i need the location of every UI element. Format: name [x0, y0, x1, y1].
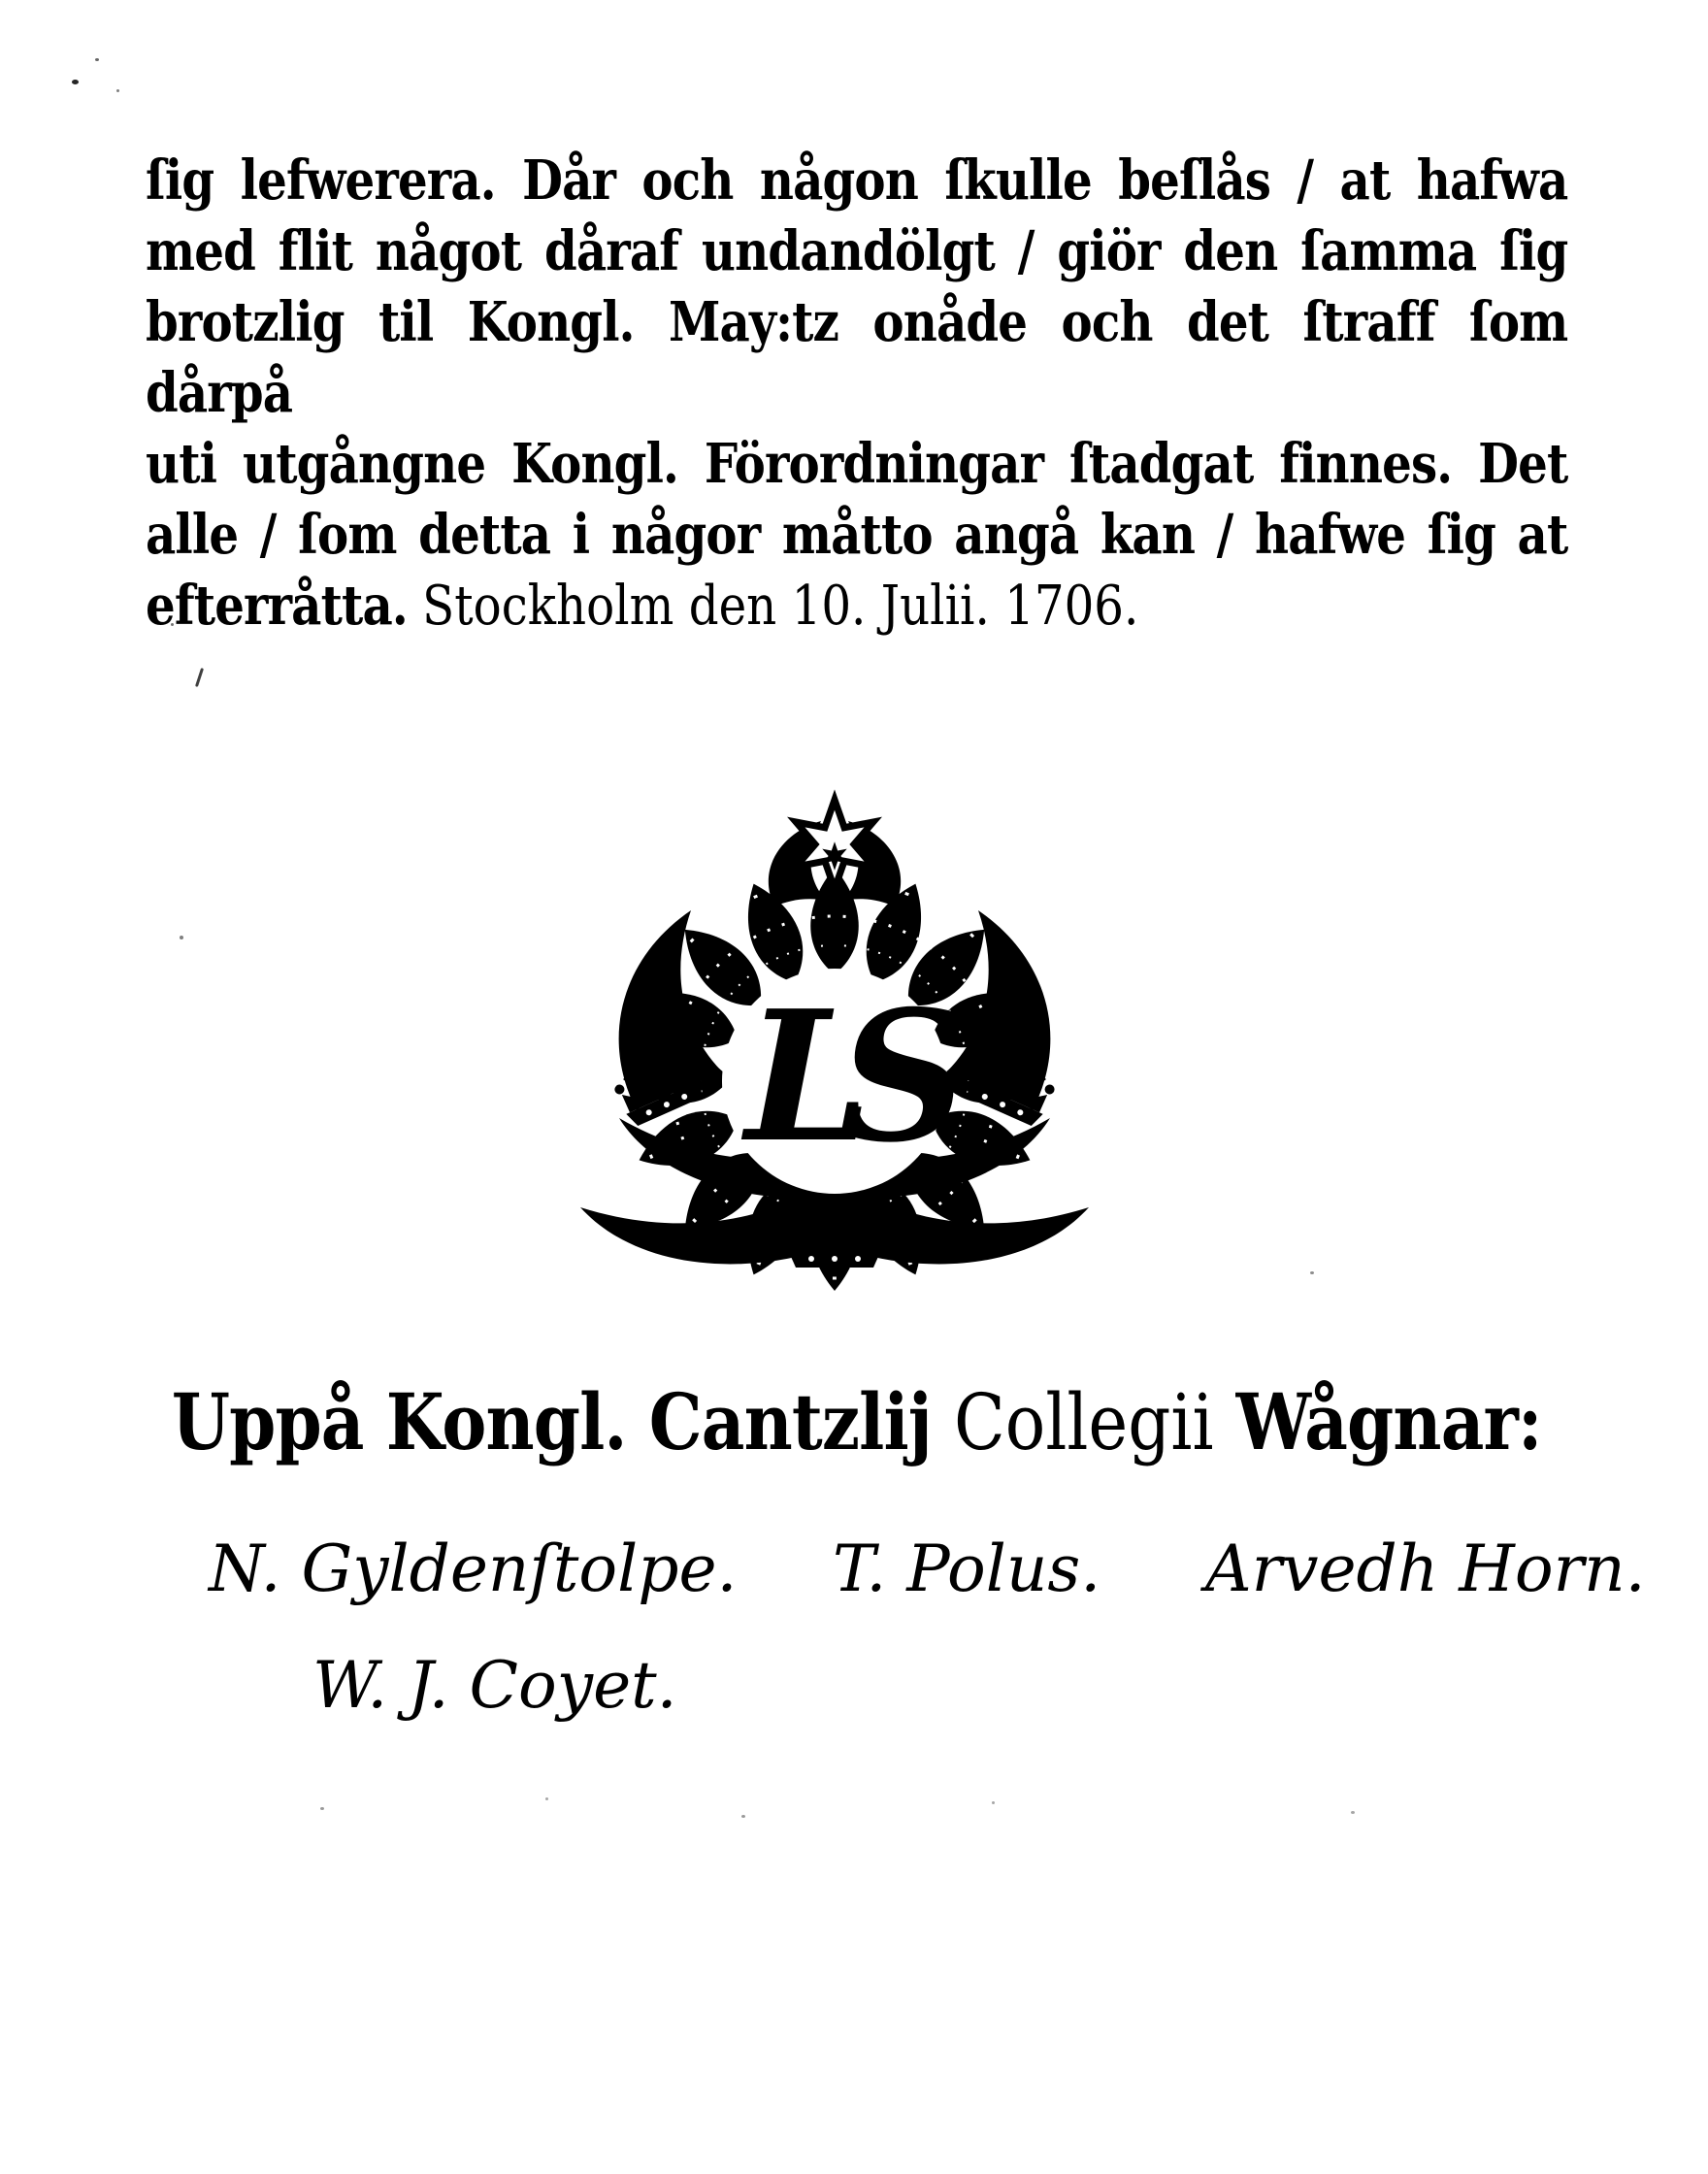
signature-coyet: W. J. Coyet. [312, 1648, 677, 1723]
ink-speck [1351, 1811, 1355, 1814]
ink-speck [320, 1807, 324, 1810]
signature-polus: T. Polus. [833, 1532, 1101, 1606]
ink-speck [72, 80, 79, 84]
printer-ornament-vignette [543, 788, 1126, 1312]
ink-speck [545, 1797, 548, 1800]
ink-speck [116, 89, 119, 92]
ink-speck [95, 58, 99, 61]
signature-gyldenstolpe: N. Gyldenſtolpe. [209, 1532, 738, 1606]
ink-speck [1310, 1271, 1314, 1274]
text-line: alle / ſom detta i någor måtto angå kan / hafwe ſig at [146, 503, 1568, 567]
ink-speck [195, 668, 204, 687]
text-line [146, 571, 1567, 642]
text-line: uti utgångne Kongl. Förordningar ſtadgat finnes. Det [146, 432, 1568, 496]
text-line: med flit något dåraf undandölgt / giör den ſamma ſig [146, 219, 1568, 283]
paragraph-block [146, 146, 1567, 642]
heading-line [146, 1376, 1567, 1467]
text-line: brotzlig til Kongl. May:tz onåde och det ſtraff ſom dårpå [146, 290, 1568, 425]
signature-horn: Arvedh Horn. [1205, 1532, 1646, 1606]
monogram-text: LS [745, 971, 936, 1182]
ink-speck [741, 1815, 745, 1818]
ink-speck [180, 936, 183, 939]
heading-fraktur-prefix: Uppå Kongl. Cantzlij [171, 1376, 955, 1467]
text-fraktur: efterråtta. [146, 574, 408, 638]
ink-speck [992, 1801, 995, 1804]
text-roman-date: Stockholm den 10. Julii. 1706. [407, 575, 1139, 638]
heading-roman-collegii: Collegii [954, 1377, 1214, 1467]
heading-fraktur-suffix: Wågnar: [1213, 1376, 1542, 1467]
text-line: ſig lefwerera. Dår och någon ſkulle beſlås / at hafwa [146, 148, 1568, 213]
